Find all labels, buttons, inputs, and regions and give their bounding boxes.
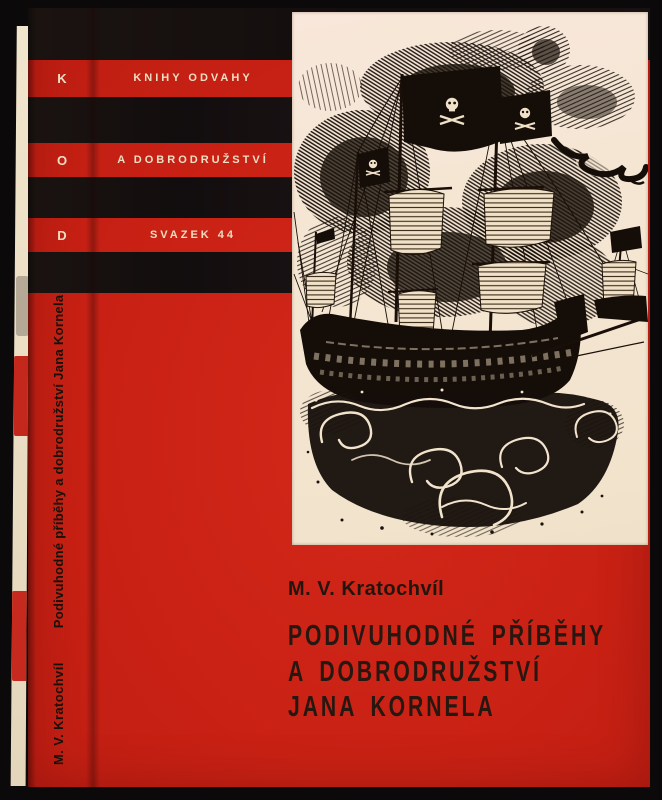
cover-title-line-3: JANA KORNELA: [288, 691, 496, 723]
series-badge-line-1: KNIHY ODVAHY: [133, 72, 253, 84]
cover-title-line-2: A DOBRODRUŽSTVÍ: [288, 655, 542, 688]
smoke-clouds: [294, 16, 635, 327]
spine-series-letter-k: K: [57, 71, 67, 86]
black-band: [28, 177, 292, 218]
spine-vertical-text: [47, 213, 69, 765]
illustration-panel: [292, 12, 648, 545]
series-badge-line-2: A DOBRODRUŽSTVÍ: [117, 154, 269, 166]
series-badge-line-3: SVAZEK 44: [149, 229, 237, 241]
small-ship: [594, 226, 648, 322]
book-page-edge: [8, 26, 30, 786]
spine-title: Podivuhodné příběhy a dobrodružství Jana Kornela: [50, 294, 66, 629]
spine-series-letter-o: O: [56, 153, 68, 168]
book-front-cover: [28, 8, 650, 787]
black-band: [28, 97, 292, 143]
spine-series-letter-d: D: [57, 228, 67, 243]
cover-author: M. V. Kratochvíl: [288, 578, 445, 600]
spine-author: M. V. Kratochvíl: [50, 662, 66, 765]
spine-edge-shadow: [28, 8, 36, 787]
cover-hinge-groove: [86, 8, 100, 787]
pirate-ship-etching: [292, 12, 648, 545]
cover-title: [288, 619, 606, 726]
cover-title-line-1: PODIVUHODNÉ PŘÍBĚHY: [288, 620, 607, 652]
stormy-sea: [300, 389, 624, 538]
